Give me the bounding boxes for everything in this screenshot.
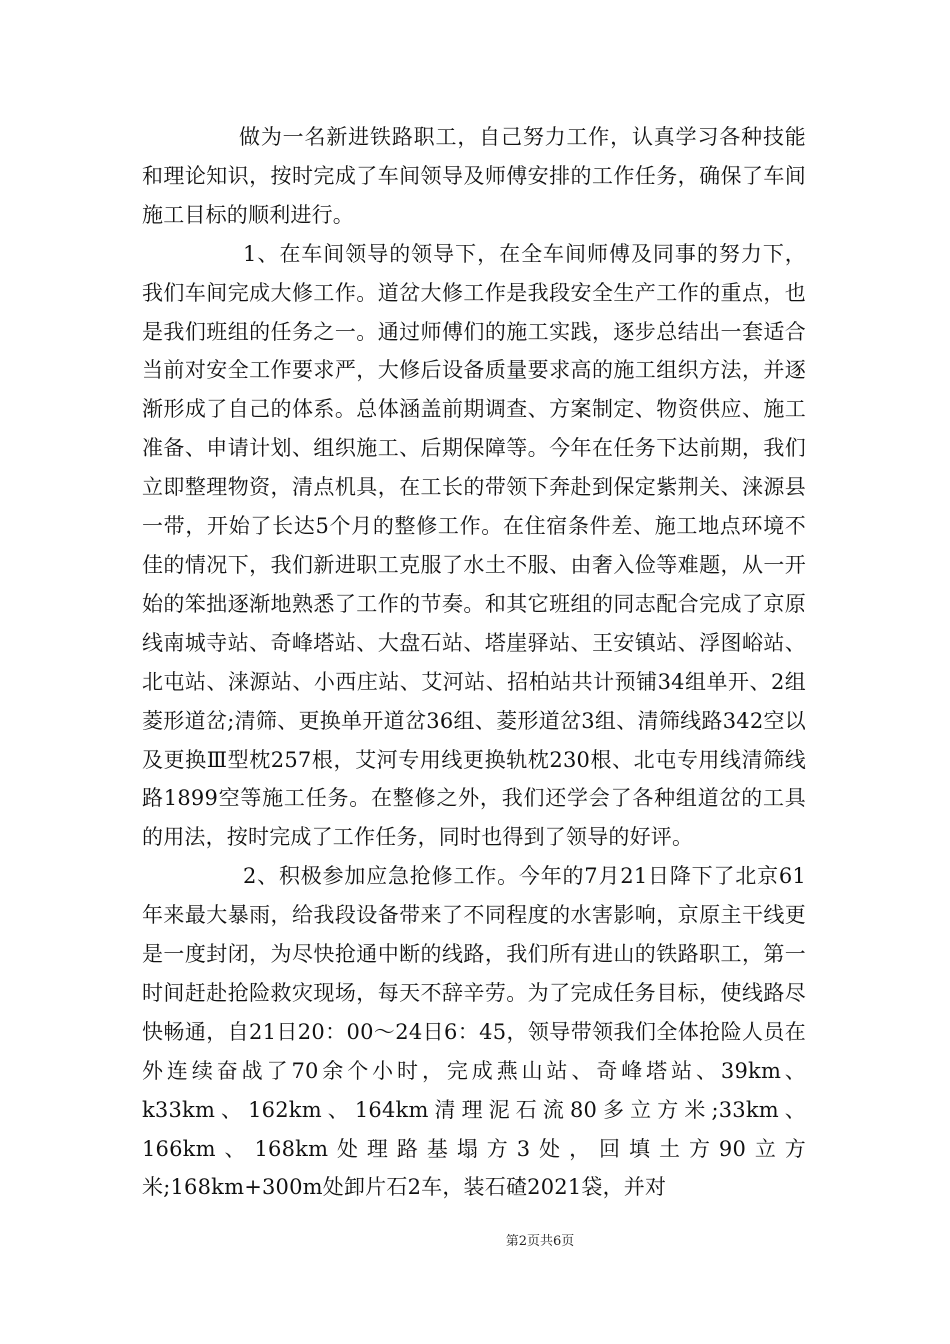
paragraph-intro: 做为一名新进铁路职工，自己努力工作，认真学习各种技能和理论知识，按时完成了车间领导及师傅安排的工作任务，确保了车间施工目标的顺利进行。	[142, 125, 806, 227]
page-footer: 第2页共6页	[505, 1234, 575, 1249]
document-body	[142, 118, 806, 1207]
paragraph-item-1: 1、在车间领导的领导下，在全车间师傅及同事的努力下，我们车间完成大修工作。道岔大修工作是我段安全生产工作的重点，也是我们班组的任务之一。通过师傅们的施工实践，逐步总结出一套适合当前对安全工作要求严，大修后设备质量要求高的施工组织方法，并逐渐形成了自己的体系。总体涵盖前期调查、方案制定、物资供应、施工准备、申请计划、组织施工、后期保障等。今年在任务下达前期，我们立即整理物资，清点机具，在工长的带领下奔赴到保定紫荆关、涞源县一带，开始了长达5个月的整修工作。在住宿条件差、施工地点环境不佳的情况下，我们新进职工克服了水土不服、由奢入俭等难题，从一开始的笨拙逐渐地熟悉了工作的节奏。和其它班组的同志配合完成了京原线南城寺站、奇峰塔站、大盘石站、塔崖驿站、王安镇站、浮图峪站、北屯站、涞源站、小西庄站、艾河站、招柏站共计预铺34组单开、2组菱形道岔;清筛、更换单开道岔36组、菱形道岔3组、清筛线路342空以及更换Ⅲ型枕257根，艾河专用线更换轨枕230根、北屯专用线清筛线路1899空等施工任务。在整修之外，我们还学会了各种组道岔的工具的用法，按时完成了工作任务，同时也得到了领导的好评。	[142, 241, 806, 850]
paragraph-item-2: 2、积极参加应急抢修工作。今年的7月21日降下了北京61年来最大暴雨，给我段设备带来了不同程度的水害影响，京原主干线更是一度封闭，为尽快抢通中断的线路，我们所有进山的铁路职工，第一时间赶赴抢险救灾现场，每天不辞辛劳。为了完成任务目标，使线路尽快畅通，自21日20：00～24日6：45，领导带领我们全体抢险人员在外连续奋战了70余个小时，完成燕山站、奇峰塔站、39km、k33km、162km、164km清理泥石流80多立方米;33km、166km、168km处理路基塌方3处，回填土方90立方米;168km+300m处卸片石2车，装石碴2021袋，并对	[142, 864, 806, 1200]
